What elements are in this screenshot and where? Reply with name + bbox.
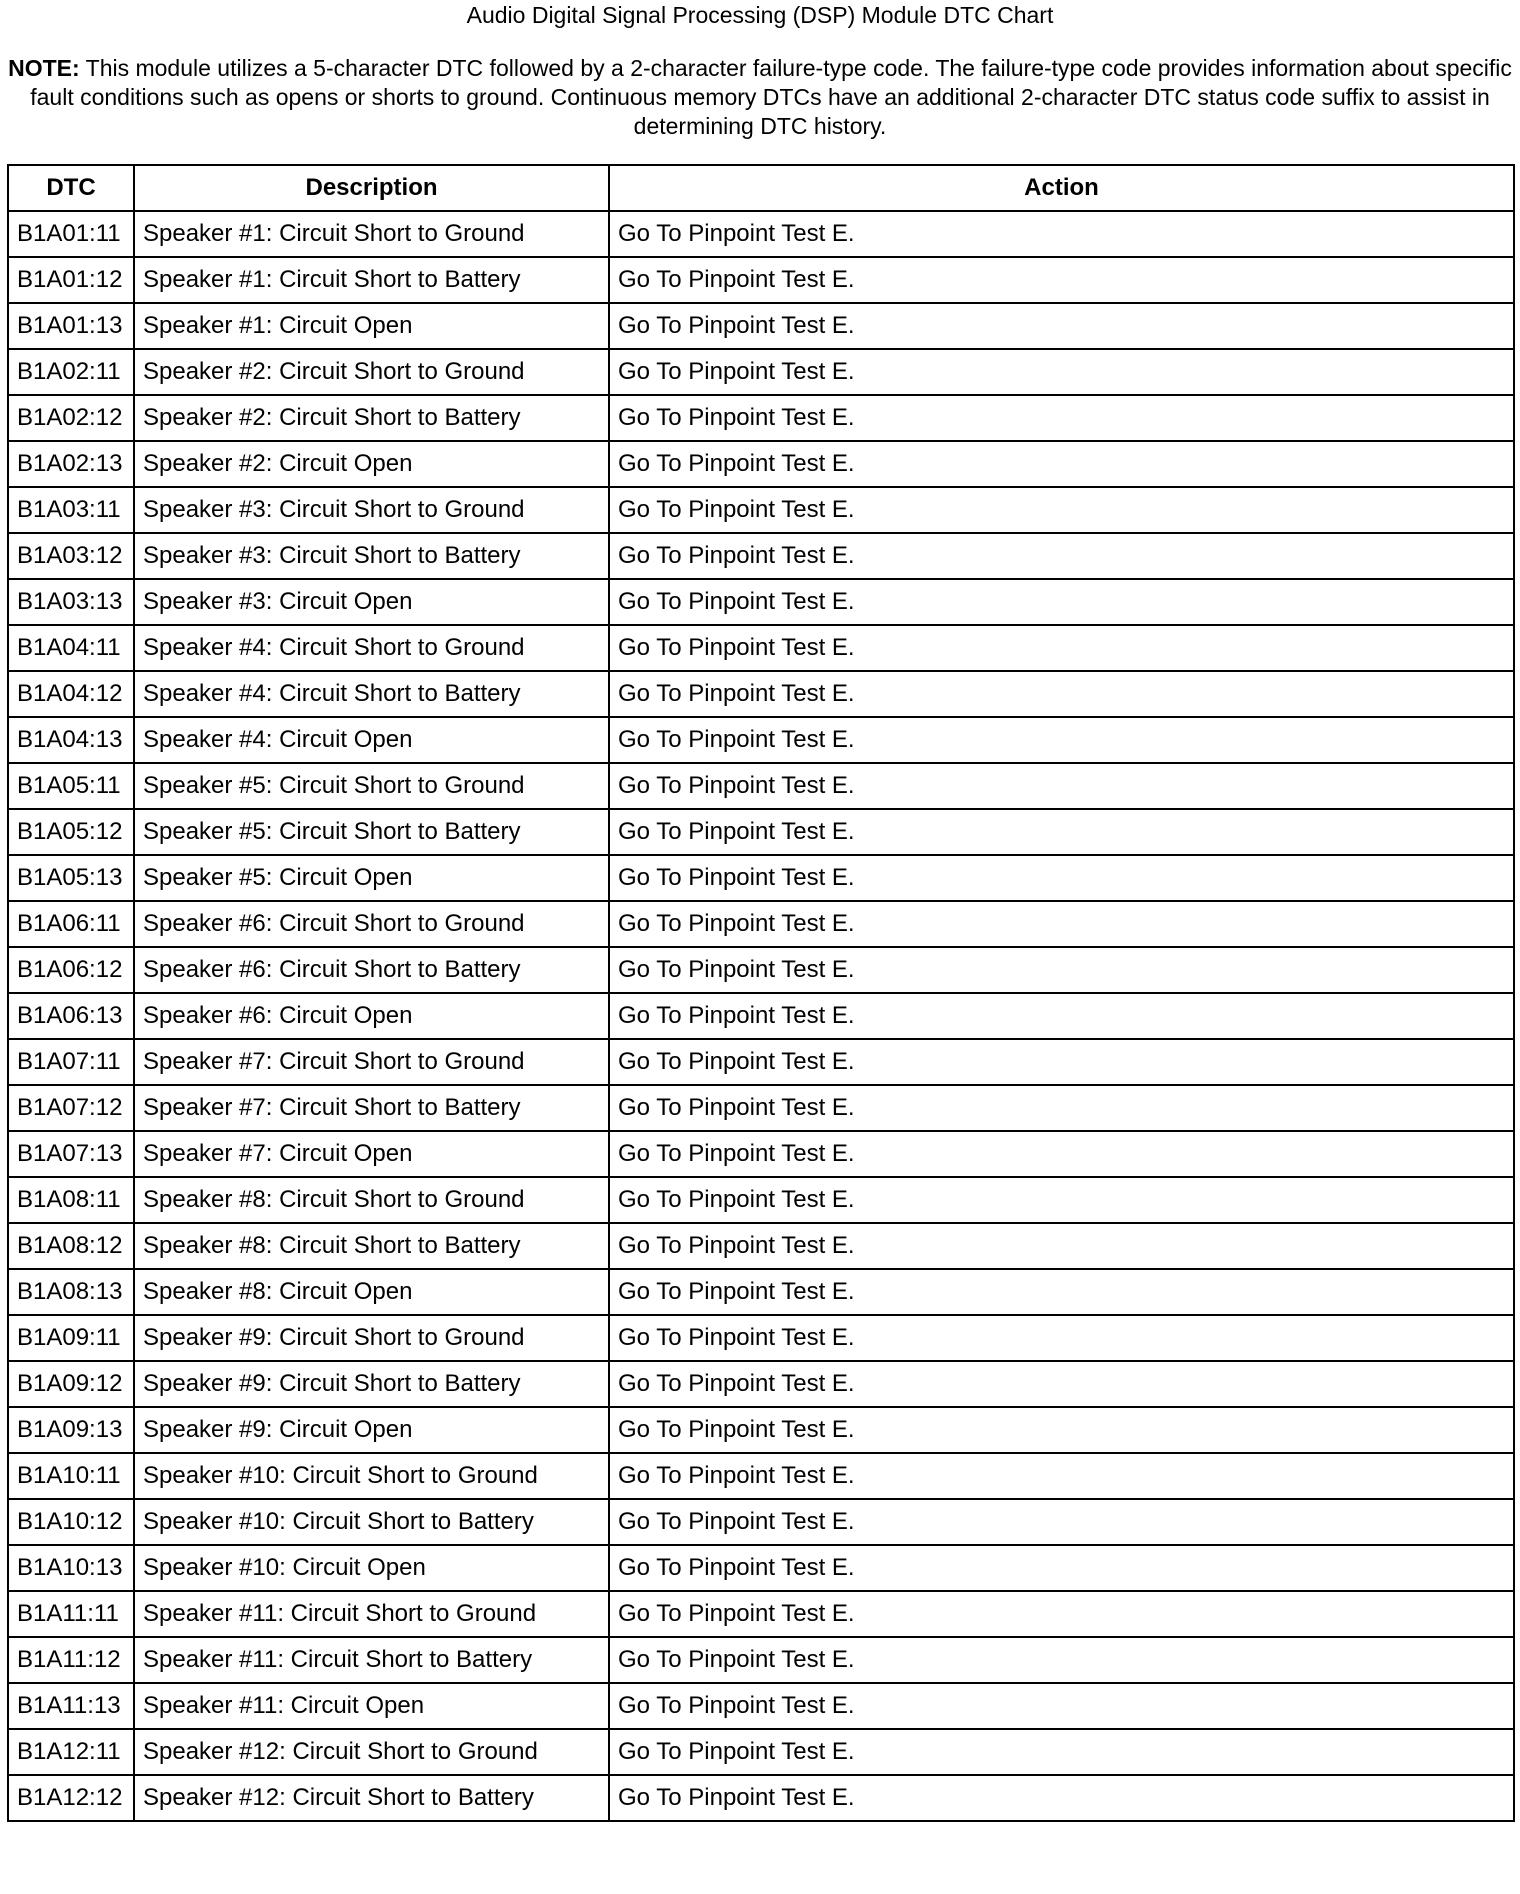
note-text: This module utilizes a 5-character DTC followed by a 2-character failure-type code. The failure-type code provides information about specific fault conditions such as opens or shorts to ground. Continuous memory DTCs have an additional 2-character DTC status code suffix to assist in determining DTC history. <box>30 55 1512 139</box>
dtc-code-cell: B1A09:12 <box>8 1361 134 1407</box>
table-row <box>8 1453 1514 1499</box>
action-cell: Go To Pinpoint Test E. <box>609 349 1514 395</box>
action-cell: Go To Pinpoint Test E. <box>609 625 1514 671</box>
action-cell: Go To Pinpoint Test E. <box>609 855 1514 901</box>
table-row <box>8 395 1514 441</box>
table-row <box>8 533 1514 579</box>
table-row <box>8 901 1514 947</box>
header-dtc: DTC <box>8 165 134 211</box>
dtc-code-cell: B1A03:13 <box>8 579 134 625</box>
action-cell: Go To Pinpoint Test E. <box>609 1775 1514 1821</box>
table-body <box>8 211 1514 1821</box>
dtc-code-cell: B1A01:13 <box>8 303 134 349</box>
dtc-code-cell: B1A04:12 <box>8 671 134 717</box>
description-cell: Speaker #2: Circuit Open <box>134 441 609 487</box>
dtc-code-cell: B1A12:12 <box>8 1775 134 1821</box>
dtc-code-cell: B1A10:11 <box>8 1453 134 1499</box>
description-cell: Speaker #5: Circuit Short to Ground <box>134 763 609 809</box>
description-cell: Speaker #5: Circuit Short to Battery <box>134 809 609 855</box>
description-cell: Speaker #7: Circuit Open <box>134 1131 609 1177</box>
table-row <box>8 349 1514 395</box>
action-cell: Go To Pinpoint Test E. <box>609 211 1514 257</box>
action-cell: Go To Pinpoint Test E. <box>609 1085 1514 1131</box>
description-cell: Speaker #6: Circuit Open <box>134 993 609 1039</box>
dtc-code-cell: B1A07:12 <box>8 1085 134 1131</box>
description-cell: Speaker #9: Circuit Open <box>134 1407 609 1453</box>
action-cell: Go To Pinpoint Test E. <box>609 1729 1514 1775</box>
table-row <box>8 671 1514 717</box>
dtc-code-cell: B1A02:11 <box>8 349 134 395</box>
table-row <box>8 487 1514 533</box>
description-cell: Speaker #7: Circuit Short to Ground <box>134 1039 609 1085</box>
table-row <box>8 1085 1514 1131</box>
table-row <box>8 1545 1514 1591</box>
page-title: Audio Digital Signal Processing (DSP) Module DTC Chart <box>466 2 1054 28</box>
dtc-code-cell: B1A05:13 <box>8 855 134 901</box>
table-row <box>8 1039 1514 1085</box>
description-cell: Speaker #2: Circuit Short to Ground <box>134 349 609 395</box>
action-cell: Go To Pinpoint Test E. <box>609 671 1514 717</box>
table-row <box>8 579 1514 625</box>
action-cell: Go To Pinpoint Test E. <box>609 395 1514 441</box>
action-cell: Go To Pinpoint Test E. <box>609 303 1514 349</box>
dtc-code-cell: B1A06:12 <box>8 947 134 993</box>
table-row <box>8 257 1514 303</box>
dtc-code-cell: B1A06:13 <box>8 993 134 1039</box>
action-cell: Go To Pinpoint Test E. <box>609 1269 1514 1315</box>
description-cell: Speaker #11: Circuit Short to Ground <box>134 1591 609 1637</box>
description-cell: Speaker #3: Circuit Short to Ground <box>134 487 609 533</box>
description-cell: Speaker #1: Circuit Short to Ground <box>134 211 609 257</box>
table-row <box>8 1177 1514 1223</box>
note-paragraph <box>6 54 1514 141</box>
table-row <box>8 211 1514 257</box>
description-cell: Speaker #8: Circuit Short to Battery <box>134 1223 609 1269</box>
table-row <box>8 1729 1514 1775</box>
note-label: NOTE: <box>8 55 80 81</box>
dtc-code-cell: B1A10:13 <box>8 1545 134 1591</box>
description-cell: Speaker #3: Circuit Open <box>134 579 609 625</box>
action-cell: Go To Pinpoint Test E. <box>609 1039 1514 1085</box>
dtc-code-cell: B1A07:11 <box>8 1039 134 1085</box>
description-cell: Speaker #12: Circuit Short to Ground <box>134 1729 609 1775</box>
dtc-code-cell: B1A08:11 <box>8 1177 134 1223</box>
dtc-code-cell: B1A04:11 <box>8 625 134 671</box>
table-row <box>8 763 1514 809</box>
action-cell: Go To Pinpoint Test E. <box>609 579 1514 625</box>
action-cell: Go To Pinpoint Test E. <box>609 487 1514 533</box>
table-row <box>8 1361 1514 1407</box>
action-cell: Go To Pinpoint Test E. <box>609 1177 1514 1223</box>
table-row <box>8 855 1514 901</box>
dtc-code-cell: B1A08:12 <box>8 1223 134 1269</box>
description-cell: Speaker #4: Circuit Open <box>134 717 609 763</box>
action-cell: Go To Pinpoint Test E. <box>609 533 1514 579</box>
dtc-code-cell: B1A02:13 <box>8 441 134 487</box>
description-cell: Speaker #10: Circuit Short to Ground <box>134 1453 609 1499</box>
dtc-code-cell: B1A05:12 <box>8 809 134 855</box>
description-cell: Speaker #8: Circuit Open <box>134 1269 609 1315</box>
table-row <box>8 1591 1514 1637</box>
description-cell: Speaker #12: Circuit Short to Battery <box>134 1775 609 1821</box>
dtc-code-cell: B1A08:13 <box>8 1269 134 1315</box>
action-cell: Go To Pinpoint Test E. <box>609 1131 1514 1177</box>
dtc-code-cell: B1A09:11 <box>8 1315 134 1361</box>
table-row <box>8 1637 1514 1683</box>
table-row <box>8 1499 1514 1545</box>
description-cell: Speaker #4: Circuit Short to Ground <box>134 625 609 671</box>
dtc-table <box>7 164 1515 1822</box>
description-cell: Speaker #2: Circuit Short to Battery <box>134 395 609 441</box>
header-action: Action <box>609 165 1514 211</box>
dtc-code-cell: B1A06:11 <box>8 901 134 947</box>
action-cell: Go To Pinpoint Test E. <box>609 947 1514 993</box>
dtc-code-cell: B1A10:12 <box>8 1499 134 1545</box>
description-cell: Speaker #5: Circuit Open <box>134 855 609 901</box>
action-cell: Go To Pinpoint Test E. <box>609 257 1514 303</box>
table-row <box>8 441 1514 487</box>
dtc-code-cell: B1A02:12 <box>8 395 134 441</box>
description-cell: Speaker #8: Circuit Short to Ground <box>134 1177 609 1223</box>
dtc-code-cell: B1A11:12 <box>8 1637 134 1683</box>
dtc-code-cell: B1A09:13 <box>8 1407 134 1453</box>
table-row <box>8 1683 1514 1729</box>
dtc-code-cell: B1A11:13 <box>8 1683 134 1729</box>
action-cell: Go To Pinpoint Test E. <box>609 901 1514 947</box>
table-row <box>8 303 1514 349</box>
description-cell: Speaker #7: Circuit Short to Battery <box>134 1085 609 1131</box>
description-cell: Speaker #6: Circuit Short to Ground <box>134 901 609 947</box>
table-row <box>8 1269 1514 1315</box>
description-cell: Speaker #4: Circuit Short to Battery <box>134 671 609 717</box>
table-row <box>8 1775 1514 1821</box>
dtc-code-cell: B1A03:12 <box>8 533 134 579</box>
table-row <box>8 1131 1514 1177</box>
description-cell: Speaker #9: Circuit Short to Ground <box>134 1315 609 1361</box>
action-cell: Go To Pinpoint Test E. <box>609 1223 1514 1269</box>
action-cell: Go To Pinpoint Test E. <box>609 717 1514 763</box>
description-cell: Speaker #9: Circuit Short to Battery <box>134 1361 609 1407</box>
action-cell: Go To Pinpoint Test E. <box>609 1545 1514 1591</box>
action-cell: Go To Pinpoint Test E. <box>609 809 1514 855</box>
action-cell: Go To Pinpoint Test E. <box>609 1499 1514 1545</box>
action-cell: Go To Pinpoint Test E. <box>609 441 1514 487</box>
action-cell: Go To Pinpoint Test E. <box>609 1453 1514 1499</box>
action-cell: Go To Pinpoint Test E. <box>609 1683 1514 1729</box>
dtc-code-cell: B1A01:12 <box>8 257 134 303</box>
description-cell: Speaker #11: Circuit Short to Battery <box>134 1637 609 1683</box>
table-row <box>8 625 1514 671</box>
table-row <box>8 993 1514 1039</box>
dtc-code-cell: B1A03:11 <box>8 487 134 533</box>
action-cell: Go To Pinpoint Test E. <box>609 1361 1514 1407</box>
action-cell: Go To Pinpoint Test E. <box>609 1591 1514 1637</box>
action-cell: Go To Pinpoint Test E. <box>609 1315 1514 1361</box>
description-cell: Speaker #1: Circuit Short to Battery <box>134 257 609 303</box>
dtc-code-cell: B1A01:11 <box>8 211 134 257</box>
description-cell: Speaker #10: Circuit Short to Battery <box>134 1499 609 1545</box>
dtc-code-cell: B1A07:13 <box>8 1131 134 1177</box>
table-row <box>8 947 1514 993</box>
table-row <box>8 809 1514 855</box>
description-cell: Speaker #10: Circuit Open <box>134 1545 609 1591</box>
description-cell: Speaker #1: Circuit Open <box>134 303 609 349</box>
description-cell: Speaker #6: Circuit Short to Battery <box>134 947 609 993</box>
description-cell: Speaker #11: Circuit Open <box>134 1683 609 1729</box>
action-cell: Go To Pinpoint Test E. <box>609 993 1514 1039</box>
header-description: Description <box>134 165 609 211</box>
dtc-code-cell: B1A12:11 <box>8 1729 134 1775</box>
table-row <box>8 717 1514 763</box>
description-cell: Speaker #3: Circuit Short to Battery <box>134 533 609 579</box>
table-header-row <box>8 165 1514 211</box>
action-cell: Go To Pinpoint Test E. <box>609 763 1514 809</box>
table-row <box>8 1407 1514 1453</box>
dtc-code-cell: B1A04:13 <box>8 717 134 763</box>
action-cell: Go To Pinpoint Test E. <box>609 1407 1514 1453</box>
table-row <box>8 1223 1514 1269</box>
dtc-code-cell: B1A11:11 <box>8 1591 134 1637</box>
table-row <box>8 1315 1514 1361</box>
dtc-code-cell: B1A05:11 <box>8 763 134 809</box>
action-cell: Go To Pinpoint Test E. <box>609 1637 1514 1683</box>
